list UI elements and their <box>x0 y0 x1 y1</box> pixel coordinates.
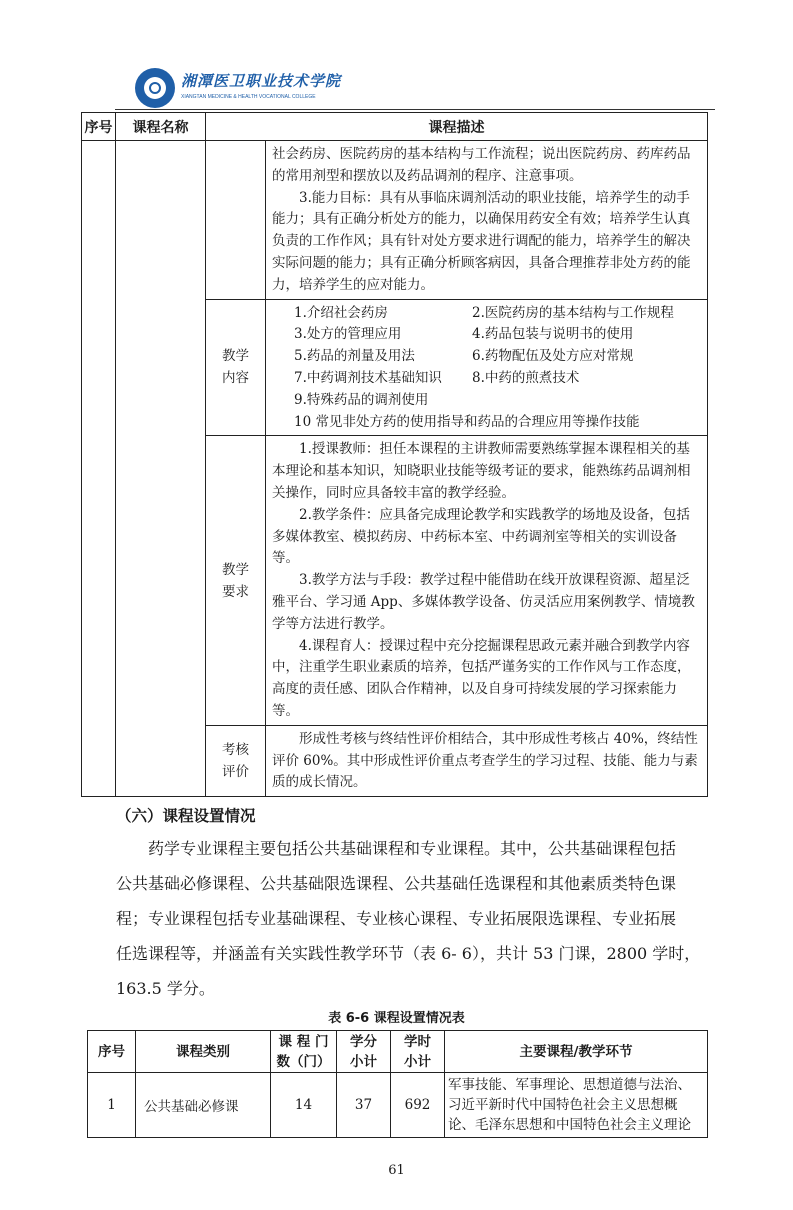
objectives-label-cell <box>206 141 266 300</box>
requirements-cell <box>266 436 708 725</box>
content-item: 6.药物配伍及处方应对常规 <box>472 348 634 365</box>
row-category: 公共基础必修课 <box>136 1073 271 1138</box>
content-item: 10 常见非处方药的使用指导和药品的合理应用等操作技能 <box>294 413 640 430</box>
content-item: 5.药品的剂量及用法 <box>294 348 415 365</box>
row-credits: 37 <box>337 1073 391 1138</box>
paragraph-line: 药学专业课程主要包括公共基础课程和专业课程。其中，公共基础课程包括 <box>116 839 677 859</box>
paragraph-line: 公共基础必修课程、公共基础限选课程、公共基础任选课程和其他素质类特色课 <box>116 874 677 894</box>
ability-objectives-text: 3.能力目标：具有从事临床调剂活动的职业技能，培养学生的动手能力；具有正确分析处方的能力，以确保用药安全有效；培养学生认真负责的工作作风；具有针对处方要求进行调配的能力，培养学生的解决实际问题的能力；具有正确分析顾客病因，具备合理推荐非处方药的能力，培养学生的应对能力。 <box>272 189 691 293</box>
content-item: 8.中药的煎煮技术 <box>472 369 580 386</box>
requirement-item: 2.教学条件：应具备完成理论教学和实践教学的场地及设备，包括多媒体教室、模拟药房、中药标本室、中药调剂室等相关的实训设备等。 <box>272 506 690 567</box>
objectives-cell <box>266 141 708 300</box>
table-header-row <box>82 113 708 141</box>
header-hours: 学时小计 <box>391 1031 445 1073</box>
content-item: 9.特殊药品的调剂使用 <box>294 391 429 408</box>
requirement-item: 1.授课教师：担任本课程的主讲教师需要熟练掌握本课程相关的基本理论和基本知识，知晓职业技能等级考证的要求，能熟练药品调剂相关操作，同时应具备较丰富的教学经验。 <box>272 441 691 501</box>
objectives-text: 社会药房、医院药房的基本结构与工作流程；说出医院药房、药库药品的常用剂型和摆放以及药品调剂的程序、注意事项。 <box>272 146 691 184</box>
content-item: 7.中药调剂技术基础知识 <box>294 369 442 386</box>
paragraph-line: 程；专业课程包括专业基础课程、专业核心课程、专业拓展限选课程、专业拓展 <box>116 909 677 929</box>
table-row <box>82 141 708 300</box>
page-number: 61 <box>388 1163 405 1179</box>
college-name-cn: 湘潭医卫职业技术学院 <box>181 72 342 90</box>
header-description: 课程描述 <box>206 113 708 141</box>
college-name-en: XIANGTAN MEDICINE & HEALTH VOCATIONAL COLLEGE <box>181 94 316 100</box>
table-header-row <box>88 1031 708 1073</box>
requirement-item: 4.课程育人：授课过程中充分挖掘课程思政元素并融合到教学内容中，注重学生职业素质的培养，包括严谨务实的工作作风与工作态度，高度的责任感、团队合作精神，以及自身可持续发展的学习探索能力等。 <box>272 637 691 719</box>
assessment-label: 考核评价 <box>206 725 266 796</box>
table-row <box>88 1073 708 1138</box>
paragraph-line: 163.5 学分。 <box>116 979 215 999</box>
content-item: 4.药品包装与说明书的使用 <box>472 326 634 343</box>
paragraph-line: 任选课程等，并涵盖有关实践性教学环节（表 6- 6），共计 53 门课，2800 学时， <box>116 944 701 964</box>
requirements-label: 教学要求 <box>206 436 266 725</box>
course-name-cell <box>116 141 206 797</box>
header-no: 序号 <box>88 1031 136 1073</box>
table-caption: 表 6-6 课程设置情况表 <box>328 1011 465 1027</box>
content-label: 教学内容 <box>206 299 266 436</box>
no-cell <box>82 141 116 797</box>
header-no: 序号 <box>82 113 116 141</box>
page-body <box>0 112 793 1210</box>
college-logo <box>135 68 175 108</box>
content-item: 2.医院药房的基本结构与工作规程 <box>472 304 674 321</box>
header-credits: 学分小计 <box>337 1031 391 1073</box>
row-no: 1 <box>88 1073 136 1138</box>
header-course-name: 课程名称 <box>116 113 206 141</box>
row-courses: 军事技能、军事理论、思想道德与法治、习近平新时代中国特色社会主义思想概论、毛泽东思想和中国特色社会主义理论 <box>445 1073 708 1138</box>
header-category: 课程类别 <box>136 1031 271 1073</box>
header-main-courses: 主要课程/教学环节 <box>445 1031 708 1073</box>
row-hours: 692 <box>391 1073 445 1138</box>
header-count: 课 程 门数（门） <box>271 1031 337 1073</box>
content-cell <box>266 299 708 436</box>
header-rule <box>115 109 715 110</box>
content-item: 1.介绍社会药房 <box>294 304 388 321</box>
course-description-table <box>81 112 708 797</box>
content-item: 3.处方的管理应用 <box>294 326 402 343</box>
assessment-cell: 形成性考核与终结性评价相结合，其中形成性考核占 40%，终结性评价 60%。其中形成性评价重点考查学生的学习过程、技能、能力与素质的成长情况。 <box>266 725 708 796</box>
row-count: 14 <box>271 1073 337 1138</box>
requirement-item: 3.教学方法与手段：教学过程中能借助在线开放课程资源、超星泛雅平台、学习通 App、多媒体教学设备、仿灵活应用案例教学、情境教学等方法进行教学。 <box>272 572 695 632</box>
section-paragraph <box>116 831 710 1006</box>
section-heading: （六）课程设置情况 <box>116 807 256 826</box>
